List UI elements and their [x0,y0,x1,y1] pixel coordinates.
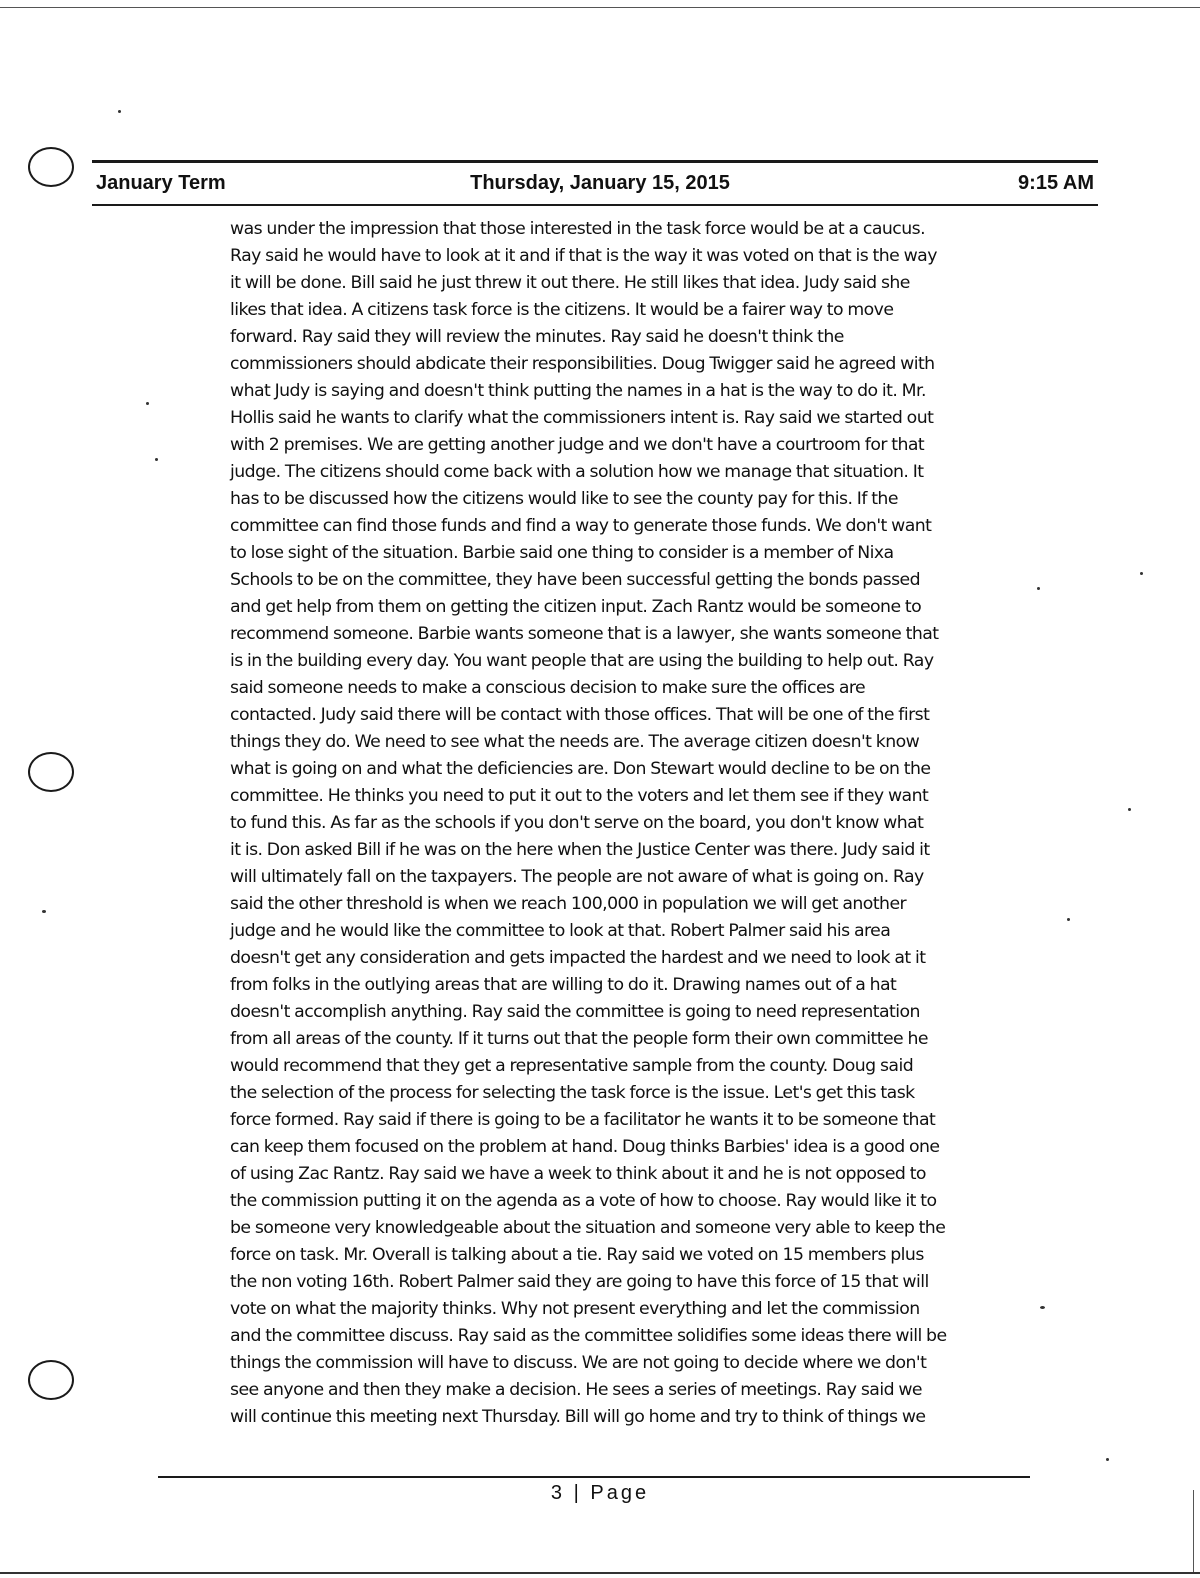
body-line: the selection of the process for selecting the task force is the issue. Let's get this task [230,1083,915,1103]
body-line: what is going on and what the deficiencies are. Don Stewart would decline to be on the [230,759,931,779]
header-date: Thursday, January 15, 2015 [470,172,730,194]
body-line: force formed. Ray said if there is going to be a facilitator he wants it to be someone that [230,1110,936,1130]
body-line: from folks in the outlying areas that are willing to do it. Drawing names out of a hat [230,975,897,995]
punch-hole-top [28,147,74,187]
body-line: the non voting 16th. Robert Palmer said they are going to have this force of 15 that will [230,1272,929,1292]
body-line: doesn't get any consideration and gets impacted the hardest and we need to look at it [230,948,926,968]
body-line: committee. He thinks you need to put it out to the voters and let them see if they want [230,786,929,806]
body-line: to fund this. As far as the schools if you don't serve on the board, you don't know what [230,813,924,833]
body-line: judge. The citizens should come back with a solution how we manage that situation. It [230,462,924,482]
body-line: can keep them focused on the problem at hand. Doug thinks Barbies' idea is a good one [230,1137,940,1157]
header-time: 9:15 AM [1018,172,1094,194]
body-line: Ray said he would have to look at it and if that is the way it was voted on that is the way [230,246,937,266]
scan-speck [1106,1458,1109,1461]
scan-right-edge [1193,1490,1194,1572]
body-line: will continue this meeting next Thursday. Bill will go home and try to think of things we [230,1407,926,1427]
scan-bottom-edge [0,1572,1200,1574]
body-line: from all areas of the county. If it turns out that the people form their own committee he [230,1029,928,1049]
body-line: is in the building every day. You want people that are using the building to help out. Ray [230,651,934,671]
body-line: the commission putting it on the agenda as a vote of how to choose. Ray would like it to [230,1191,937,1211]
body-line: and the committee discuss. Ray said as the committee solidifies some ideas there will be [230,1326,947,1346]
body-line: and get help from them on getting the citizen input. Zach Rantz would be someone to [230,597,922,617]
body-line: doesn't accomplish anything. Ray said the committee is going to need representation [230,1002,920,1022]
body-line: it will be done. Bill said he just threw it out there. He still likes that idea. Judy said she [230,273,910,293]
header-rule-top [92,160,1098,163]
footer-rule [158,1476,1030,1478]
scan-speck [146,402,149,405]
scan-speck [1040,1306,1045,1309]
body-line: would recommend that they get a representative sample from the county. Doug said [230,1056,914,1076]
scan-speck [42,910,46,913]
punch-hole-bottom [28,1360,74,1400]
body-line: it is. Don asked Bill if he was on the here when the Justice Center was there. Judy said it [230,840,930,860]
minutes-body [230,216,1040,1431]
body-line: to lose sight of the situation. Barbie said one thing to consider is a member of Nixa [230,543,894,563]
body-line: with 2 premises. We are getting another judge and we don't have a courtroom for that [230,435,925,455]
body-line: Schools to be on the committee, they have been successful getting the bonds passed [230,570,921,590]
body-line: judge and he would like the committee to look at that. Robert Palmer said his area [230,921,891,941]
scan-speck [118,110,121,113]
body-line: has to be discussed how the citizens would like to see the county pay for this. If the [230,489,898,509]
body-line: vote on what the majority thinks. Why not present everything and let the commission [230,1299,920,1319]
scan-top-edge [0,7,1200,8]
body-line: be someone very knowledgeable about the situation and someone very able to keep the [230,1218,946,1238]
body-line: was under the impression that those interested in the task force would be at a caucus. [230,219,926,239]
scan-speck [1067,918,1070,921]
page-number: 3 | Page [550,1482,650,1504]
header-term: January Term [96,172,226,194]
body-line: forward. Ray said they will review the minutes. Ray said he doesn't think the [230,327,844,347]
body-line: of using Zac Rantz. Ray said we have a week to think about it and he is not opposed to [230,1164,926,1184]
body-line: what Judy is saying and doesn't think putting the names in a hat is the way to do it. Mr. [230,381,926,401]
body-line: said the other threshold is when we reach 100,000 in population we will get another [230,894,907,914]
scan-speck [1140,572,1143,575]
body-line: things the commission will have to discuss. We are not going to decide where we don't [230,1353,927,1373]
body-line: recommend someone. Barbie wants someone that is a lawyer, she wants someone that [230,624,939,644]
punch-hole-middle [28,752,74,792]
body-line: committee can find those funds and find a way to generate those funds. We don't want [230,516,932,536]
body-line: contacted. Judy said there will be contact with those offices. That will be one of the first [230,705,930,725]
header-rule-bottom [92,204,1098,206]
body-line: Hollis said he wants to clarify what the commissioners intent is. Ray said we started out [230,408,934,428]
body-line: see anyone and then they make a decision. He sees a series of meetings. Ray said we [230,1380,923,1400]
body-line: will ultimately fall on the taxpayers. The people are not aware of what is going on. Ray [230,867,924,887]
body-line: likes that idea. A citizens task force is the citizens. It would be a fairer way to move [230,300,894,320]
body-line: things they do. We need to see what the needs are. The average citizen doesn't know [230,732,920,752]
scan-speck [155,458,158,461]
body-line: commissioners should abdicate their responsibilities. Doug Twigger said he agreed with [230,354,935,374]
scan-speck [1128,808,1131,811]
body-line: force on task. Mr. Overall is talking about a tie. Ray said we voted on 15 members plus [230,1245,924,1265]
body-line: said someone needs to make a conscious decision to make sure the offices are [230,678,866,698]
